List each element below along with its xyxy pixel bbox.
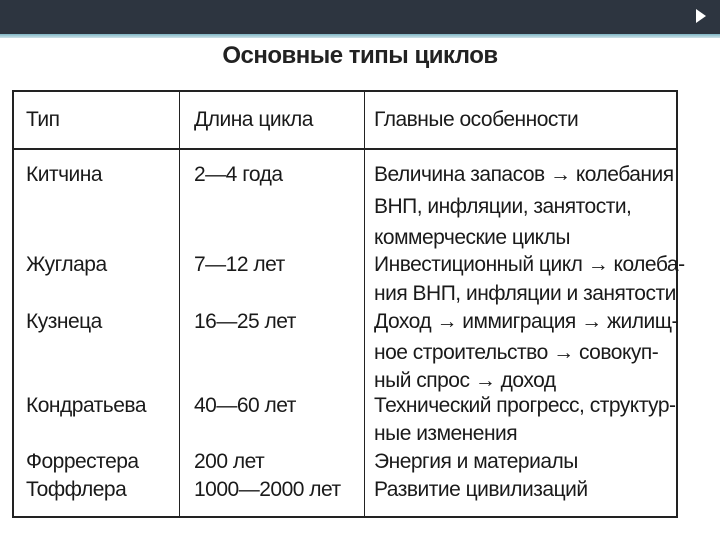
row-length: 200 лет	[194, 450, 265, 473]
table-divider-2	[364, 92, 365, 516]
row-feature-line: ные изменения	[374, 422, 518, 445]
row-type: Кузнеца	[26, 310, 102, 333]
row-feature-line: Технический прогресс, структур-	[374, 394, 676, 417]
row-type: Жуглара	[26, 253, 107, 276]
row-length: 7—12 лет	[194, 253, 285, 276]
row-length: 1000—2000 лет	[194, 478, 341, 501]
row-type: Кондратьева	[26, 394, 146, 417]
slide-top-accent	[0, 34, 720, 38]
header-type: Тип	[26, 108, 60, 131]
header-features: Главные особенности	[374, 108, 579, 131]
header-length: Длина цикла	[194, 108, 313, 131]
corner-triangle-icon	[696, 9, 706, 23]
row-feature-line: Энергия и материалы	[374, 450, 578, 473]
row-type: Китчина	[26, 163, 103, 186]
row-type: Форрестера	[26, 450, 139, 473]
row-feature-line: Доход → иммиграция → жилищ-	[374, 310, 678, 333]
header-separator	[14, 148, 676, 150]
table-divider-1	[179, 92, 180, 516]
row-feature-line: Развитие цивилизаций	[374, 478, 588, 501]
row-feature-line: Инвестиционный цикл → колеба-	[374, 253, 685, 276]
row-type: Тоффлера	[26, 478, 127, 501]
slide-title: Основные типы циклов	[222, 42, 498, 69]
slide-top-bar	[0, 0, 720, 34]
row-feature-line: коммерческие циклы	[374, 226, 570, 249]
cycles-table	[12, 90, 685, 518]
row-length: 40—60 лет	[194, 394, 296, 417]
row-feature-line: ния ВНП, инфляции и занятости	[374, 282, 676, 305]
row-length: 16—25 лет	[194, 310, 296, 333]
row-feature-line: ное строительство → совокуп-	[374, 341, 659, 364]
row-length: 2—4 года	[194, 163, 283, 186]
row-feature-line: ный спрос → доход	[374, 369, 556, 392]
row-feature-line: Величина запасов → колебания	[374, 163, 674, 186]
row-feature-line: ВНП, инфляции, занятости,	[374, 195, 632, 218]
